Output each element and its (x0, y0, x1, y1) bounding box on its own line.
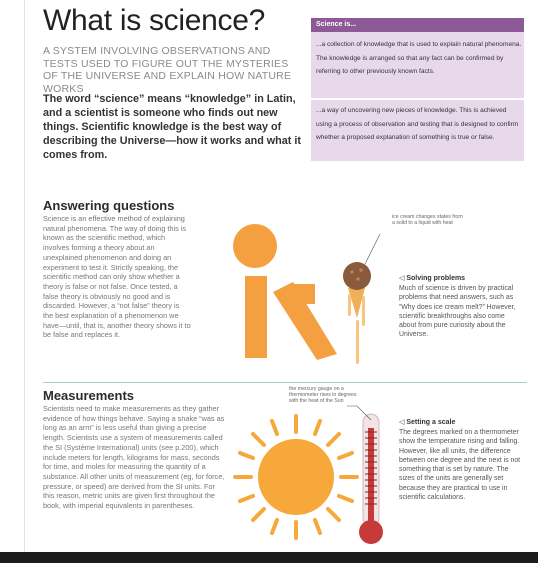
book-page (24, 0, 531, 552)
setting-scale-body: The degrees marked on a thermometer show the temperature rising and falling. However, like all units, the difference between one degree and the next is not something that is set by nature. The sizes of the units are generally set because they are practical to use in scientific calculations. (399, 429, 521, 502)
mercury-column (368, 428, 374, 528)
sun-illustration (231, 412, 361, 542)
caption-arrow-icon: ◁ (399, 419, 405, 426)
person-head (233, 224, 277, 268)
gauge-callout-line (347, 404, 377, 424)
ice-cream-scoop (343, 262, 371, 290)
thermometer-bulb (359, 520, 383, 544)
setting-scale-caption (399, 418, 523, 427)
melt-drip (356, 320, 359, 364)
viewer-bottom-bar (0, 552, 538, 563)
box-divider (311, 98, 524, 100)
callout-line (365, 234, 380, 264)
mercury-gauge-note: the mercury gauge on a thermometer rises in degrees with the heat of the Sun (289, 386, 357, 405)
section-divider (43, 382, 527, 383)
science-is-box (311, 18, 524, 161)
solving-problems-title: Solving problems (406, 275, 466, 282)
thermometer-illustration (351, 410, 391, 550)
caption-arrow-icon: ◁ (399, 275, 405, 282)
person-body (245, 276, 267, 358)
page-subtitle: A SYSTEM INVOLVING OBSERVATIONS AND TESTS USED TO FIGURE OUT THE MYSTERIES OF THE UNIVERSE AND EXPLAIN HOW NATURE WORKS (43, 45, 292, 95)
melt-drip (348, 294, 351, 316)
solving-problems-caption (399, 274, 523, 283)
setting-scale-title: Setting a scale (406, 419, 456, 426)
person-ice-cream-illustration (215, 204, 385, 374)
page-title: What is science? (43, 4, 265, 37)
solving-problems-body: Much of science is driven by practical problems that need answers, such as “Why does ice cream melt?” However, scientific breakthroughs also come about from pure curiosity about the Universe. (399, 285, 516, 339)
measurements-heading: Measurements (43, 388, 135, 403)
science-is-heading: Science is... (311, 18, 524, 32)
sun-disc (258, 439, 334, 515)
science-is-item-method: ...a way of uncovering new pieces of knowledge. This is achieved using a process of observation and testing that is designed to confirm whether a proposed explanation of something is true or false. (316, 107, 519, 142)
melt-drip (362, 296, 365, 326)
measurements-body: Scientists need to make measurements as they gather evidence of how things behave. Saying a snake “was as long as an arm” is less useful than giving a precise length. Scientists use a system of measurements called the SI (Système International) units (see p.200), which include meters for length, kilograms for mass, seconds for time, and moles for measuring the quantity of a substance. All other units of measurement (eg, for force, pressure, or speed) are derived from the SI units. For this reason, metric units are given first throughout the book, with imperial equivalents in parentheses. (43, 404, 225, 511)
answering-questions-heading: Answering questions (43, 198, 175, 213)
science-is-item-knowledge: ...a collection of knowledge that is used to explain natural phenomena. The knowledge is arranged so that any fact can be confirmed by referring to other previously known facts. (316, 41, 522, 76)
answering-questions-body: Science is an effective method of explaining natural phenomena. The way of doing this is known as the scientific method, which involves forming a theory about an unexplained phenomenon and doing an experiment to test it. Strictly speaking, the scientific method can only show whether a theory is false or not false. Once tested, a false theory is obviously no good and is discarded. However, a “not false” theory is the best explanation of a phenomenon we have—until, that is, another theory shows it to be false and replaces it. (43, 214, 191, 340)
ice-cream-note: ice cream changes states from a solid to a liquid with heat (392, 214, 463, 227)
intro-paragraph: The word “science” means “knowledge” in Latin, and a scientist is someone who finds out new things. Scientific knowledge is the best way of describing the Universe—how it works and what it comes from. (43, 93, 301, 161)
